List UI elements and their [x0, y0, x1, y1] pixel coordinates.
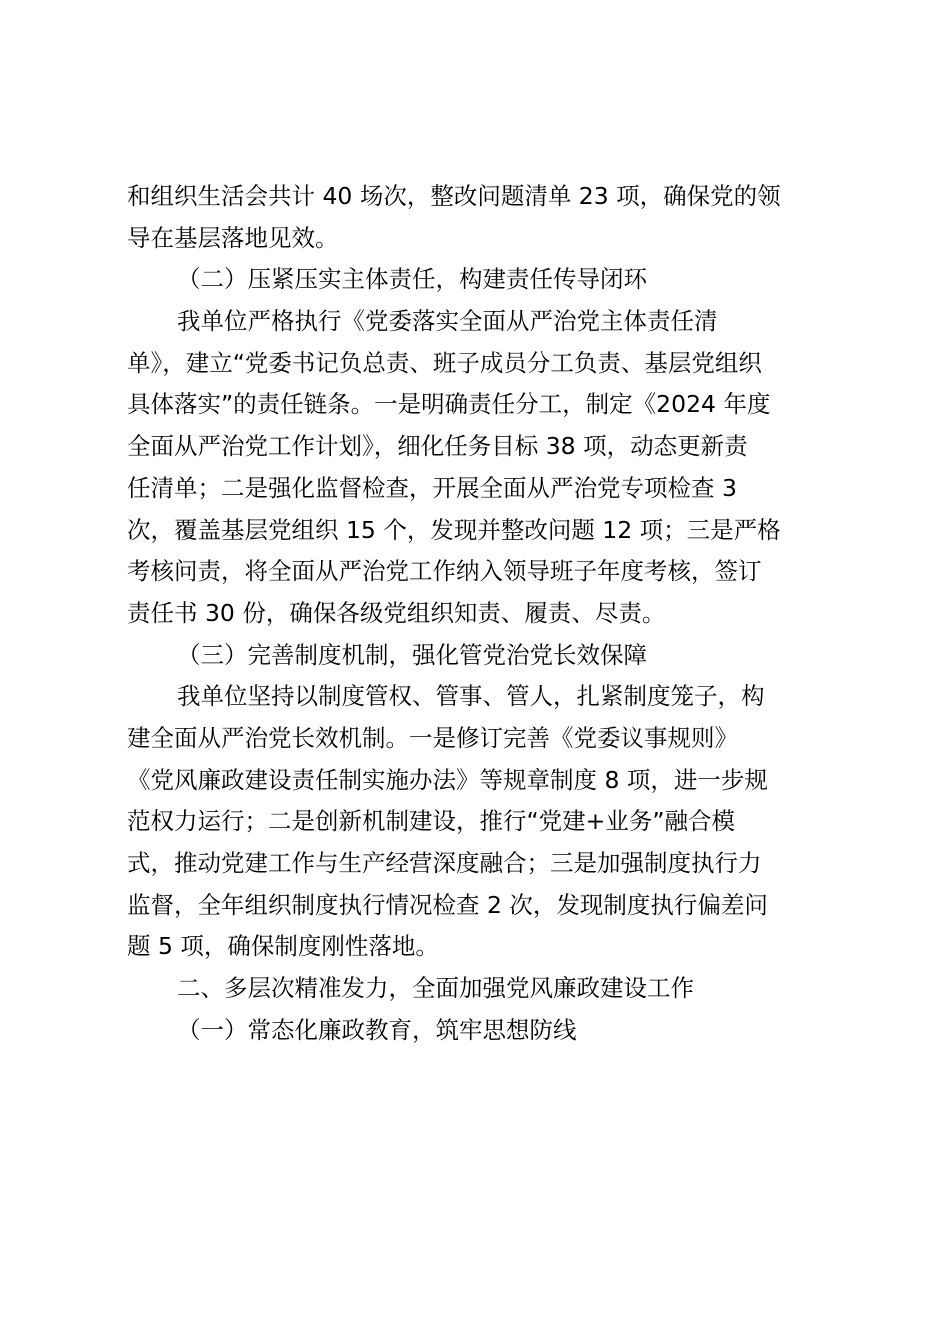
text-line: 责任书 30 份，确保各级党组织知责、履责、尽责。	[127, 598, 666, 627]
section-subheading: （三）完善制度机制，强化管党治党长效保障	[177, 640, 647, 669]
text-line: 式，推动党建工作与生产经营深度融合；三是加强制度执行力	[127, 849, 762, 877]
text-line: 《党风廉政建设责任制实施办法》等规章制度 8 项，进一步规	[127, 765, 768, 794]
section-subheading: （一）常态化廉政教育，筑牢思想防线	[177, 1015, 577, 1044]
paragraph-first-line: 我单位严格执行《党委落实全面从严治党主体责任清	[177, 307, 718, 336]
text-line: 建全面从严治党长效机制。一是修订完善《党委议事规则》	[127, 723, 738, 752]
text-line: 单》，建立“党委书记负总责、班子成员分工负责、基层党组织	[127, 348, 762, 377]
text-line: 次，覆盖基层党组织 15 个，发现并整改问题 12 项；三是严格	[127, 515, 781, 544]
text-line: 导在基层落地见效。	[127, 223, 339, 252]
text-line: 任清单；二是强化监督检查，开展全面从严治党专项检查 3	[127, 473, 737, 502]
text-line: 具体落实”的责任链条。一是明确责任分工，制定《2024 年度	[127, 390, 771, 419]
text-line: 监督，全年组织制度执行情况检查 2 次，发现制度执行偏差问	[127, 890, 768, 919]
text-line: 题 5 项，确保制度刚性落地。	[127, 932, 439, 961]
section-heading: 二、多层次精准发力，全面加强党风廉政建设工作	[177, 974, 694, 1003]
text-line: 范权力运行；二是创新机制建设，推行“党建+业务”融合模	[127, 807, 736, 836]
paragraph-first-line: 我单位坚持以制度管权、管事、管人，扎紧制度笼子，构	[177, 682, 765, 711]
text-line: 考核问责，将全面从严治党工作纳入领导班子年度考核，签订	[127, 557, 762, 586]
text-line: 和组织生活会共计 40 场次，整改问题清单 23 项，确保党的领	[127, 182, 781, 210]
text-line: 全面从严治党工作计划》，细化任务目标 38 项，动态更新责	[127, 432, 748, 461]
document-body	[127, 176, 832, 1051]
section-subheading: （二）压紧压实主体责任，构建责任传导闭环	[177, 265, 647, 294]
